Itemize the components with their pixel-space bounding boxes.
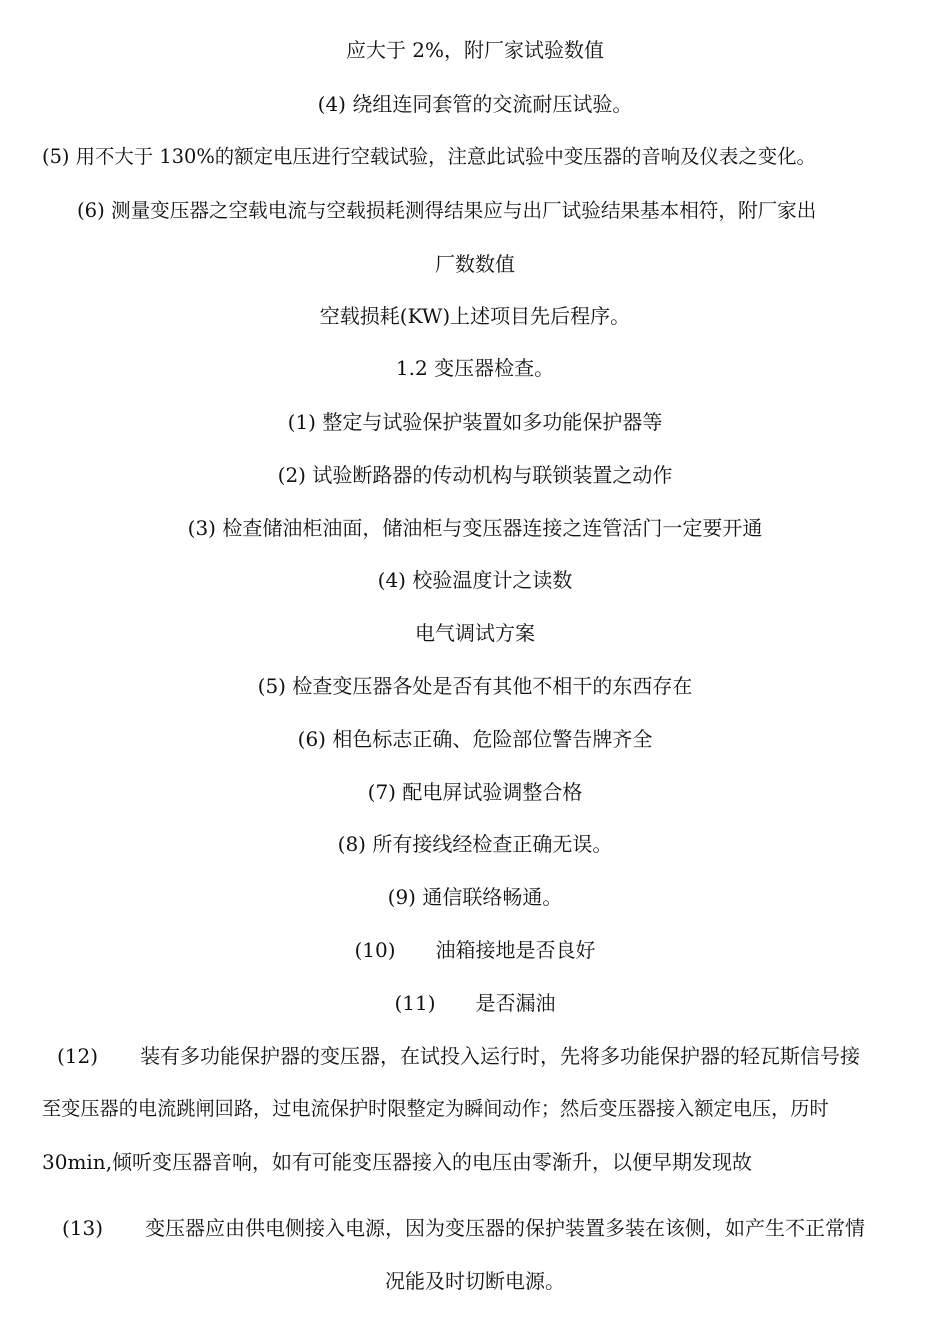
item-number: (12)	[57, 1044, 99, 1068]
text-line: (6) 测量变压器之空载电流与空载损耗测得结果应与出厂试验结果基本相符，附厂家出	[77, 199, 817, 222]
list-item	[0, 937, 950, 963]
list-item: (8) 所有接线经检查正确无误。	[337, 832, 613, 856]
list-item: (3) 检查储油柜油面，储油柜与变压器连接之连管活门一定要开通	[187, 516, 763, 540]
text-line: (4) 绕组连同套管的交流耐压试验。	[317, 92, 633, 116]
item-text: 是否漏油	[475, 991, 556, 1015]
list-item: (1) 整定与试验保护装置如多功能保护器等	[287, 410, 663, 434]
item-text: 油箱接地是否良好	[435, 938, 596, 962]
list-item: (7) 配电屏试验调整合格	[367, 780, 583, 804]
section-title: 电气调试方案	[415, 621, 535, 645]
list-item	[0, 990, 950, 1016]
list-item: (9) 通信联络畅通。	[387, 885, 563, 909]
text-line: 至变压器的电流跳闸回路，过电流保护时限整定为瞬间动作；然后变压器接入额定电压，历时	[42, 1097, 829, 1120]
list-item: (6) 相色标志正确、危险部位警告牌齐全	[297, 727, 653, 751]
list-item: (4) 校验温度计之读数	[377, 568, 573, 592]
text-line: 况能及时切断电源。	[385, 1269, 565, 1293]
list-item: (2) 试验断路器的传动机构与联锁装置之动作	[277, 463, 673, 487]
list-item	[62, 1215, 932, 1241]
text-line: (5) 用不大于 130%的额定电压进行空载试验，注意此试验中变压器的音响及仪表之变化。	[42, 145, 816, 168]
text-line: 30min,倾听变压器音响，如有可能变压器接入的电压由零渐升，以便早期发现故	[42, 1150, 753, 1174]
text-line: 空载损耗(KW)上述项目先后程序。	[319, 304, 631, 328]
section-heading: 1.2 变压器检查。	[395, 356, 555, 380]
list-item	[57, 1043, 927, 1069]
item-text: 变压器应由供电侧接入电源，因为变压器的保护装置多装在该侧，如产生不正常情	[145, 1216, 866, 1240]
text-line: 应大于 2%，附厂家试验数值	[345, 38, 605, 62]
item-number: (10)	[354, 938, 396, 962]
list-item: (5) 检查变压器各处是否有其他不相干的东西存在	[257, 674, 693, 698]
item-number: (13)	[62, 1216, 104, 1240]
item-number: (11)	[394, 991, 436, 1015]
item-text: 装有多功能保护器的变压器，在试投入运行时，先将多功能保护器的轻瓦斯信号接	[140, 1044, 861, 1068]
text-line: 厂数数值	[435, 252, 515, 276]
